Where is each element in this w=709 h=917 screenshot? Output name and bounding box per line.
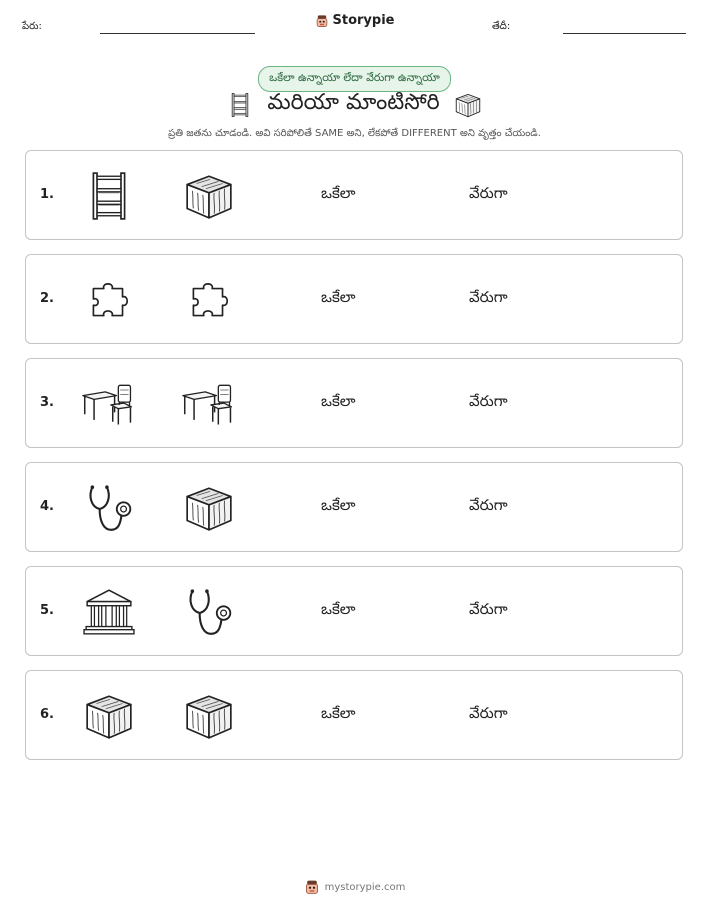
question-number: 1. (40, 187, 54, 202)
stethoscope-icon (83, 482, 135, 534)
shelf-icon (83, 170, 135, 222)
wooden-cube-icon (83, 690, 135, 742)
same-option[interactable]: ఒకేలా (321, 496, 356, 514)
wooden-cube-icon (183, 482, 235, 534)
title-row (0, 90, 709, 120)
desk-chair-icon (81, 378, 137, 430)
instructions: ప్రతి జతను చూడండి. అవి సరిపోలితే SAME అని, లేకపోతే DIFFERENT అని వృత్తం చేయండి. (168, 128, 541, 139)
same-option[interactable]: ఒకేలా (321, 704, 356, 722)
different-option[interactable]: వేరుగా (469, 392, 508, 410)
wooden-cube-icon (183, 170, 235, 222)
question-number: 4. (40, 499, 54, 514)
question-number: 5. (40, 603, 54, 618)
question-row-1 (25, 150, 683, 240)
same-option[interactable]: ఒకేలా (321, 600, 356, 618)
storypie-logo-icon (304, 879, 320, 895)
desk-chair-icon (181, 378, 237, 430)
footer-url[interactable]: mystorypie.com (324, 881, 406, 893)
brand (0, 13, 709, 28)
storypie-logo-icon (315, 14, 329, 28)
question-row-3 (25, 358, 683, 448)
date-line[interactable] (563, 33, 686, 34)
question-number: 2. (40, 291, 54, 306)
question-number: 6. (40, 707, 54, 722)
brand-name: Storypie (332, 13, 395, 28)
worksheet-badge: ఒకేలా ఉన్నాయా లేదా వేరుగా ఉన్నాయా (258, 66, 451, 92)
footer (0, 879, 709, 895)
different-option[interactable]: వేరుగా (469, 600, 508, 618)
puzzle-piece-icon (83, 274, 135, 326)
puzzle-piece-icon (183, 274, 235, 326)
name-line[interactable] (100, 33, 255, 34)
same-option[interactable]: ఒకేలా (321, 184, 356, 202)
question-row-2 (25, 254, 683, 344)
different-option[interactable]: వేరుగా (469, 496, 508, 514)
wooden-cube-icon (183, 690, 235, 742)
question-row-6 (25, 670, 683, 760)
museum-building-icon (83, 586, 135, 638)
question-row-5 (25, 566, 683, 656)
wooden-cube-icon (454, 91, 482, 119)
name-label: పేరు: (22, 21, 42, 32)
page-title: మరియా మాంటిసోరి (267, 90, 440, 115)
question-number: 3. (40, 395, 54, 410)
same-option[interactable]: ఒకేలా (321, 392, 356, 410)
different-option[interactable]: వేరుగా (469, 288, 508, 306)
stethoscope-icon (183, 586, 235, 638)
date-label: తేదీ: (492, 21, 511, 32)
question-row-4 (25, 462, 683, 552)
different-option[interactable]: వేరుగా (469, 704, 508, 722)
same-option[interactable]: ఒకేలా (321, 288, 356, 306)
different-option[interactable]: వేరుగా (469, 184, 508, 202)
shelf-icon (227, 92, 253, 118)
